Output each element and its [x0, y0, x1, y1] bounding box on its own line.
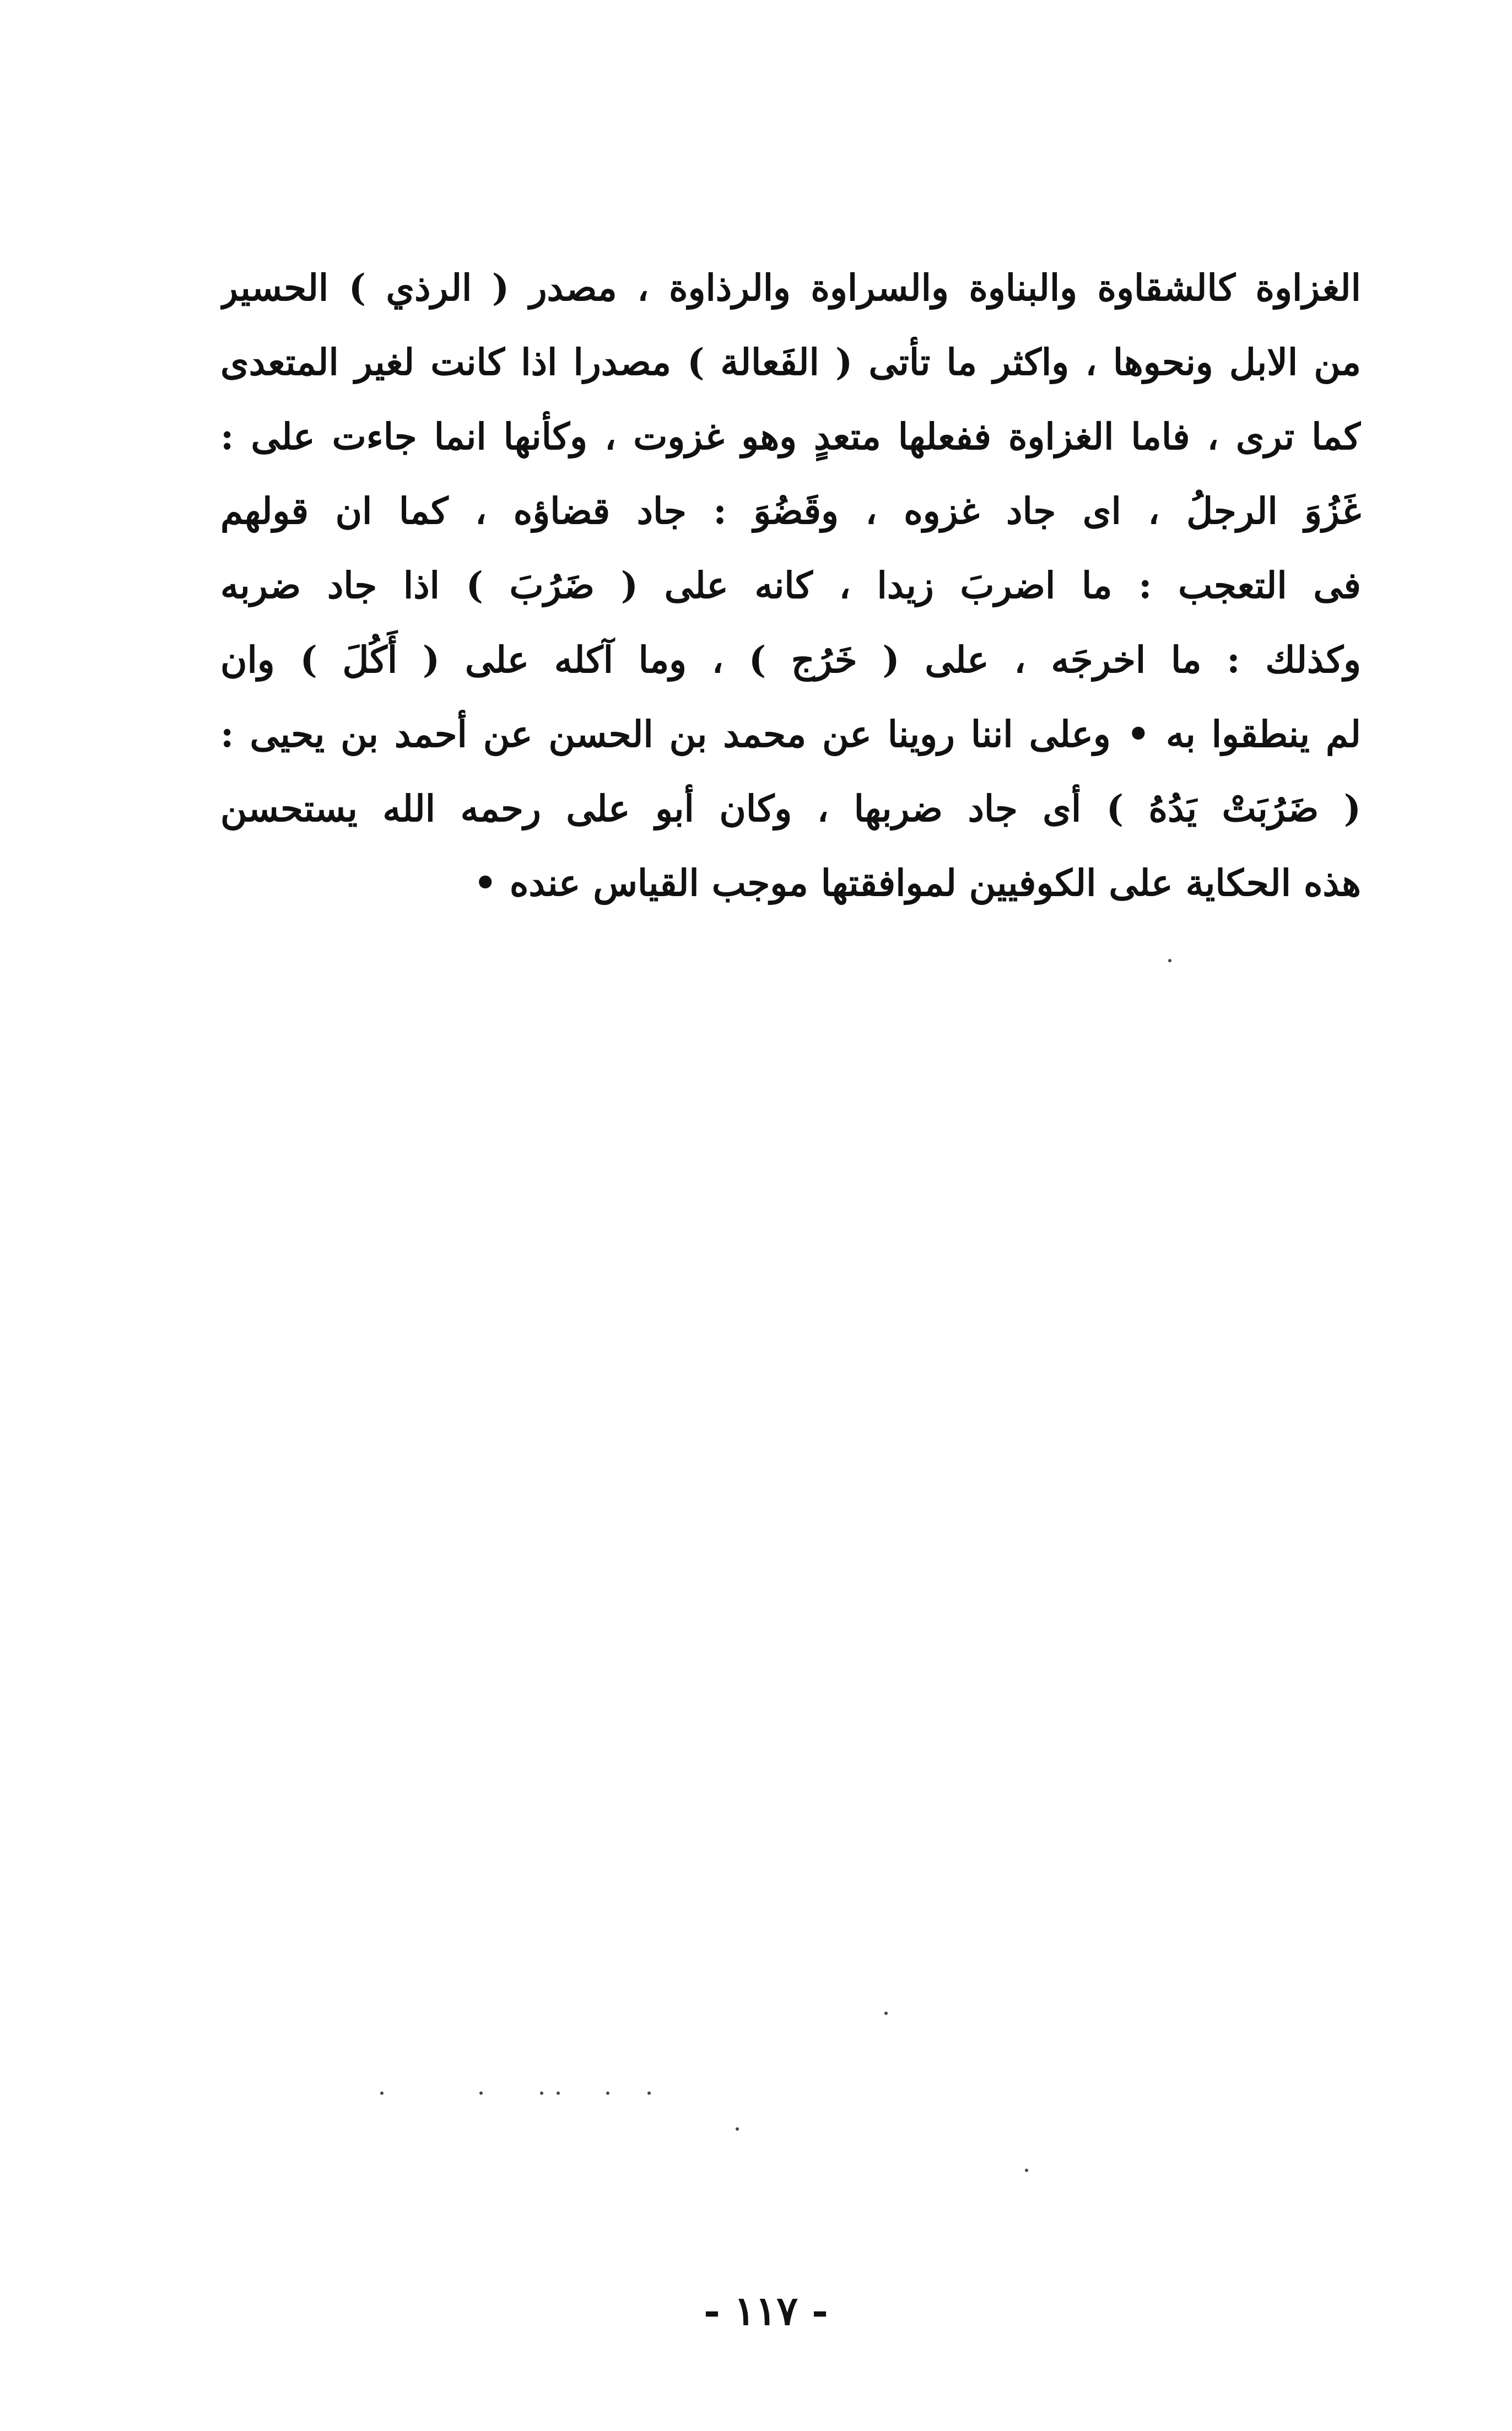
scan-speck — [380, 2092, 384, 2095]
text-line-5: فى التعجب : ما اضربَ زيدا ، كانه على ( ضَرُبَ ) اذا جاد ضربه — [220, 564, 1361, 607]
scan-speck — [736, 2127, 739, 2131]
page-number: - ١١٧ - — [704, 2287, 828, 2334]
text-line-3: كما ترى ، فاما الغزاوة ففعلها متعدٍ وهو غزوت ، وكأنها انما جاءت على : — [220, 415, 1361, 458]
scan-speck — [540, 2092, 543, 2095]
scan-speck — [606, 2092, 609, 2095]
text-line-4: غَزُوَ الرجلُ ، اى جاد غزوه ، وقَضُوَ : جاد قضاؤه ، كما ان قولهم — [220, 489, 1361, 532]
text-line-8: ( ضَرُبَتْ يَدُهُ ) أى جاد ضربها ، وكان أبو على رحمه الله يستحسن — [220, 787, 1361, 830]
scan-speck — [647, 2092, 651, 2095]
scan-speck — [1025, 2169, 1028, 2172]
text-line-9: هذه الحكاية على الكوفيين لموافقتها موجب القياس عنده • — [473, 861, 1361, 904]
scan-speck — [557, 2092, 560, 2095]
scan-speck — [479, 2092, 483, 2095]
scan-speck — [1168, 959, 1171, 962]
body-text — [220, 251, 1361, 920]
text-line-6: وكذلك : ما اخرجَه ، على ( خَرُج ) ، وما آكله على ( أَكُلَ ) وان — [220, 638, 1361, 681]
text-line-2: من الابل ونحوها ، واكثر ما تأتى ( الفَعالة ) مصدرا اذا كانت لغير المتعدى — [220, 341, 1361, 384]
text-line-1: الغزاوة كالشقاوة والبناوة والسراوة والرذاوة ، مصدر ( الرذي ) الحسير — [220, 266, 1361, 309]
scan-speck — [884, 2012, 888, 2015]
text-line-7: لم ينطقوا به • وعلى اننا روينا عن محمد بن الحسن عن أحمد بن يحيى : — [220, 713, 1361, 756]
